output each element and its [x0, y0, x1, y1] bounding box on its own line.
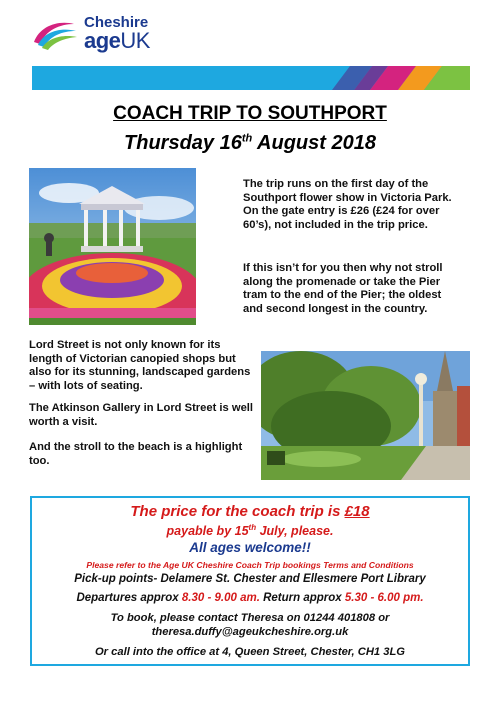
logo-ageuk-text [84, 28, 150, 54]
flower-show-photo [29, 168, 196, 325]
return-time: 5.30 - 6.00 pm. [344, 592, 424, 604]
age-uk-cheshire-logo [30, 12, 170, 54]
atkinson-gallery-paragraph: The Atkinson Gallery in Lord Street is well worth a visit. [29, 402, 254, 428]
promenade-paragraph: If this isn’t for you then why not stroll along the promenade or take the Pier tram to the end of the Pier; the oldest and second longest in the country. [243, 262, 443, 315]
beach-paragraph: And the stroll to the beach is a highlight too. [29, 441, 243, 467]
pickup-points-line: Pick-up points- Delamere St. Chester and Ellesmere Port Library [74, 573, 426, 585]
page-title: COACH TRIP TO SOUTHPORT [113, 103, 387, 124]
payable-by-line: payable by 15th July, please. [166, 523, 334, 539]
booking-email[interactable]: theresa.duffy@ageukcheshire.org.uk [151, 626, 349, 638]
logo-swoosh-icon [30, 12, 80, 52]
logo-age-word: age [84, 28, 121, 53]
office-address-line: Or call into the office at 4, Queen Street, Chester, CH1 3LG [94, 646, 406, 658]
lord-street-paragraph: Lord Street is not only known for its length of Victorian canopied shops but also for its stunning, landscaped gardens – with lots of seating. [29, 339, 251, 392]
brand-color-bar [32, 66, 470, 90]
ages-welcome-line: All ages welcome!! [189, 540, 311, 555]
booking-contact-line: To book, please contact Theresa on 01244 401808 or [110, 612, 390, 624]
logo-uk-word: UK [120, 28, 150, 53]
trip-info-box [30, 496, 470, 666]
terms-line: Please refer to the Age UK Cheshire Coach Trip bookings Terms and Conditions [86, 560, 414, 570]
trip-date: Thursday 16th August 2018 [124, 132, 376, 154]
flower-show-paragraph: The trip runs on the first day of the Southport flower show in Victoria Park. On the gate entry is £26 (£24 for over 60’s), not included in the trip price. [243, 178, 452, 231]
price-amount: £18 [344, 503, 370, 520]
price-line: The price for the coach trip is £18 [130, 503, 370, 520]
times-line: Departures approx 8.30 - 9.00 am. Return approx 5.30 - 6.00 pm. [76, 592, 424, 604]
logo-cheshire-text: Cheshire [84, 14, 149, 31]
lord-street-photo [261, 351, 470, 480]
departure-time: 8.30 - 9.00 am. [181, 592, 260, 604]
